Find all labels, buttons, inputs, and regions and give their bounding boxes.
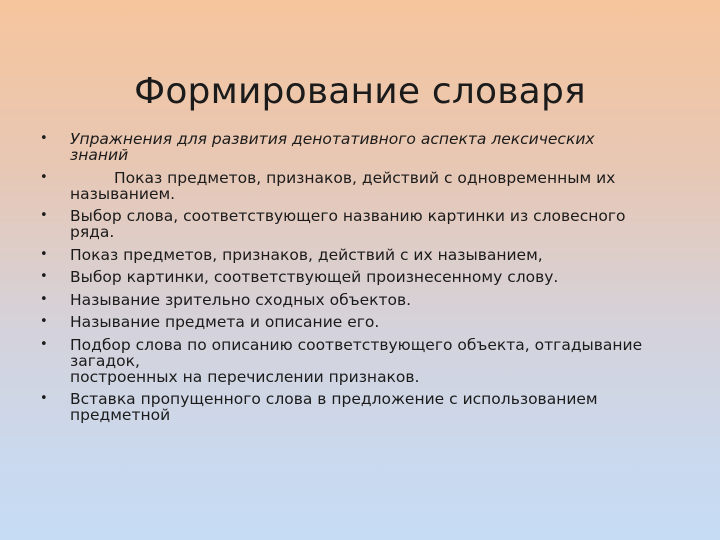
list-item-line: построенных на перечислении признаков. <box>70 367 420 386</box>
bullet-icon: • <box>40 208 48 223</box>
list-item-line: предметной <box>70 406 171 424</box>
list-item-line: Показ предметов, признаков, действий с их называнием, <box>70 245 543 264</box>
list-item-line: знаний <box>70 146 129 164</box>
bullet-list <box>36 131 676 430</box>
list-item-text <box>70 247 676 263</box>
list-item <box>36 337 676 385</box>
list-item-line: ряда. <box>70 223 115 241</box>
bullet-icon: • <box>40 246 48 262</box>
list-item-line: Показ предметов, признаков, действий с одновременным их <box>114 168 616 187</box>
bullet-icon: • <box>40 269 48 284</box>
bullet-icon: • <box>40 391 48 406</box>
list-item-line: Называние зрительно сходных объектов. <box>70 290 412 309</box>
list-item-line: называнием. <box>70 184 176 203</box>
list-item-text <box>70 391 676 423</box>
list-item <box>36 170 676 202</box>
list-item-text <box>70 337 676 385</box>
list-item <box>36 131 676 163</box>
list-item-line: Выбор слова, соответствующего названию картинки из словесного <box>70 207 626 225</box>
list-item-line: загадок, <box>70 351 140 370</box>
list-item-text <box>70 269 676 285</box>
bullet-icon: • <box>40 131 48 146</box>
list-item-line: Подбор слова по описанию соответствующего объекта, отгадывание <box>70 335 643 354</box>
list-item-text <box>70 208 676 240</box>
bullet-icon: • <box>40 336 48 352</box>
list-item-line: Выбор картинки, соответствующей произнесенному слову. <box>70 268 559 286</box>
list-item-line: Упражнения для развития денотативного аспекта лексических <box>70 130 595 148</box>
list-item <box>36 292 676 308</box>
list-item-text <box>70 170 676 202</box>
list-item <box>36 314 676 330</box>
list-item <box>36 269 676 285</box>
slide-title: Формирование словаря <box>134 71 586 113</box>
bullet-icon: • <box>40 291 48 307</box>
list-item-text <box>70 131 676 163</box>
list-item <box>36 391 676 423</box>
bullet-icon: • <box>40 314 48 329</box>
list-item <box>36 247 676 263</box>
list-item-line: Называние предмета и описание его. <box>70 313 380 331</box>
list-item-text <box>70 292 676 308</box>
list-item-text <box>70 314 676 330</box>
list-item <box>36 208 676 240</box>
bullet-icon: • <box>40 169 48 185</box>
list-item-line: Вставка пропущенного слова в предложение с использованием <box>70 390 598 408</box>
